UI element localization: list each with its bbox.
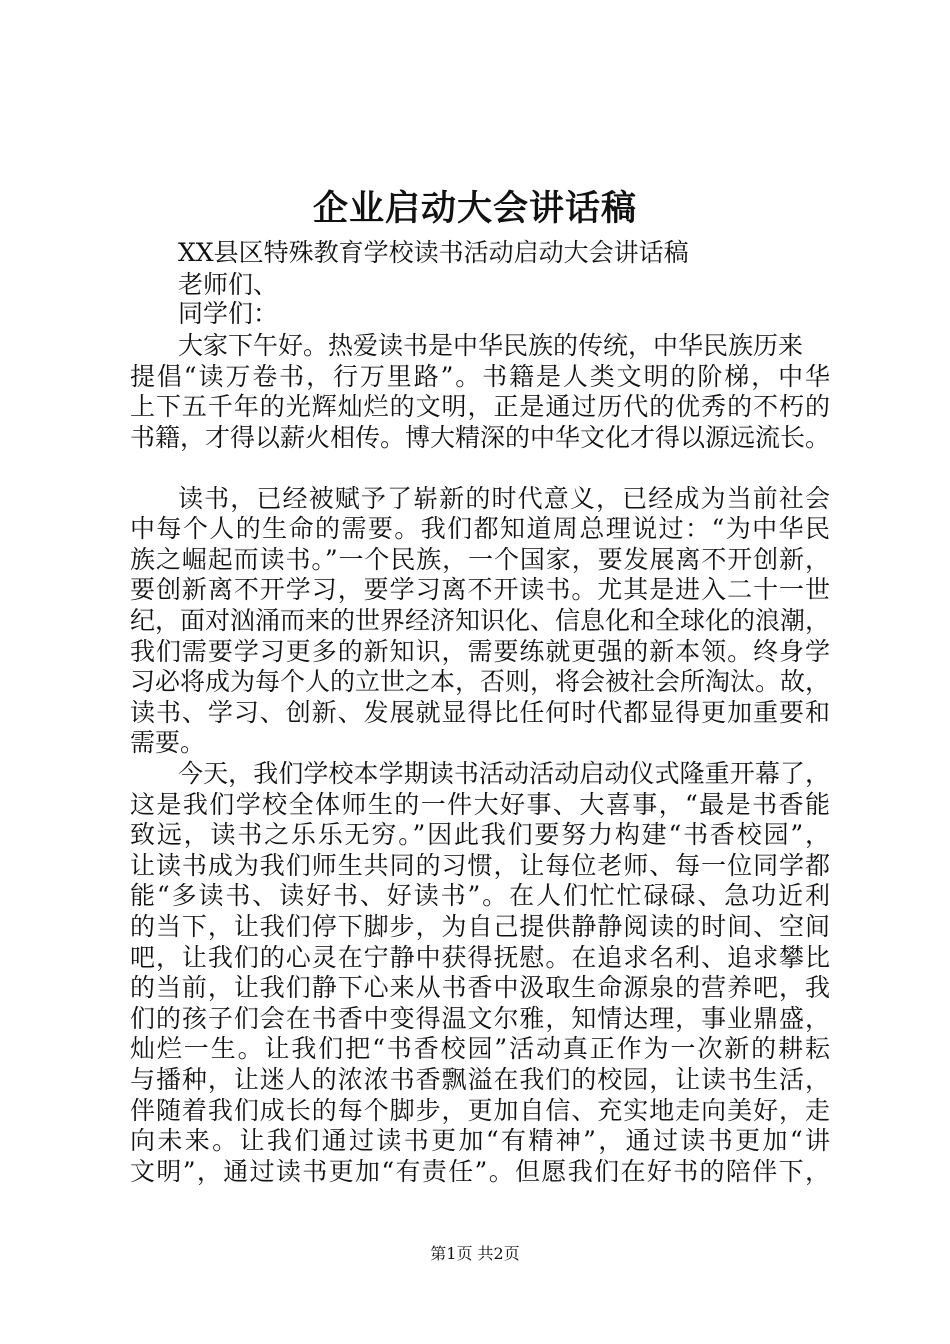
body-line: 习必将成为每个人的立世之本，否则，将会被社会所淘汰。故， [130,667,831,696]
body-line: 中每个人的生命的需要。我们都知道周总理说过：“为中华民 [130,514,830,543]
body-line: 这是我们学校全体师生的一件大好事、大喜事，“最是书香能 [130,790,830,819]
body-line: 与播种，让迷人的浓浓书香飘溢在我们的校园，让读书生活， [130,1065,830,1094]
page-number-footer: 第1页 共2页 [430,1244,520,1263]
body-line: 大家下午好。热爱读书是中华民族的传统，中华民族历来 [178,331,804,360]
body-line: 我们需要学习更多的新知识，需要练就更强的新本领。终身学 [130,637,830,666]
body-line: 致远，读书之乐乐无穷。”因此我们要努力构建“书香校园”， [130,820,830,849]
body-line: 书籍，才得以薪火相传。博大精深的中华文化才得以源远流长。 [130,423,831,452]
greeting-teachers: 老师们、 [178,270,279,299]
body-line: 上下五千年的光辉灿烂的文明，正是通过历代的优秀的不朽的 [130,392,830,421]
body-line: 能“多读书、读好书、好读书”。在人们忙忙碌碌、急功近利 [130,881,830,910]
body-line: 的当下，让我们停下脚步，为自己提供静静阅读的时间、空间 [130,912,830,941]
body-line: 今天，我们学校本学期读书活动活动启动仪式隆重开幕了， [178,759,830,788]
body-line: 读书、学习、创新、发展就显得比任何时代都显得更加重要和 [130,698,830,727]
body-line: 族之崛起而读书。”一个民族，一个国家，要发展离不开创新， [130,545,830,574]
page-title: 企业启动大会讲话稿 [312,188,637,229]
body-line: 伴随着我们成长的每个脚步，更加自信、充实地走向美好，走 [130,1096,830,1125]
greeting-students: 同学们： [178,299,279,328]
body-line: 们的孩子们会在书香中变得温文尔雅，知情达理，事业鼎盛， [130,1004,830,1033]
body-line: 向未来。让我们通过读书更加“有精神”，通过读书更加“讲 [130,1126,830,1155]
body-line: 让读书成为我们师生共同的习惯，让每位老师、每一位同学都 [130,851,830,880]
body-line: 纪，面对汹涌而来的世界经济知识化、信息化和全球化的浪潮， [130,606,831,635]
body-line: 读书，已经被赋予了崭新的时代意义，已经成为当前社会 [178,484,830,513]
body-line: 吧，让我们的心灵在宁静中获得抚慰。在追求名利、追求攀比 [130,943,830,972]
document-subtitle: XX县区特殊教育学校读书活动启动大会讲话稿 [178,238,689,267]
body-line: 需要。 [130,728,206,757]
body-line: 提倡“读万卷书，行万里路”。书籍是人类文明的阶梯，中华 [130,362,830,391]
body-line: 文明”，通过读书更加“有责任”。但愿我们在好书的陪伴下， [130,1157,830,1186]
body-line: 灿烂一生。让我们把“书香校园”活动真正作为一次新的耕耘 [130,1034,830,1063]
body-line: 的当前，让我们静下心来从书香中汲取生命源泉的营养吧，我 [130,973,830,1002]
body-line: 要创新离不开学习，要学习离不开读书。尤其是进入二十一世 [130,575,830,604]
